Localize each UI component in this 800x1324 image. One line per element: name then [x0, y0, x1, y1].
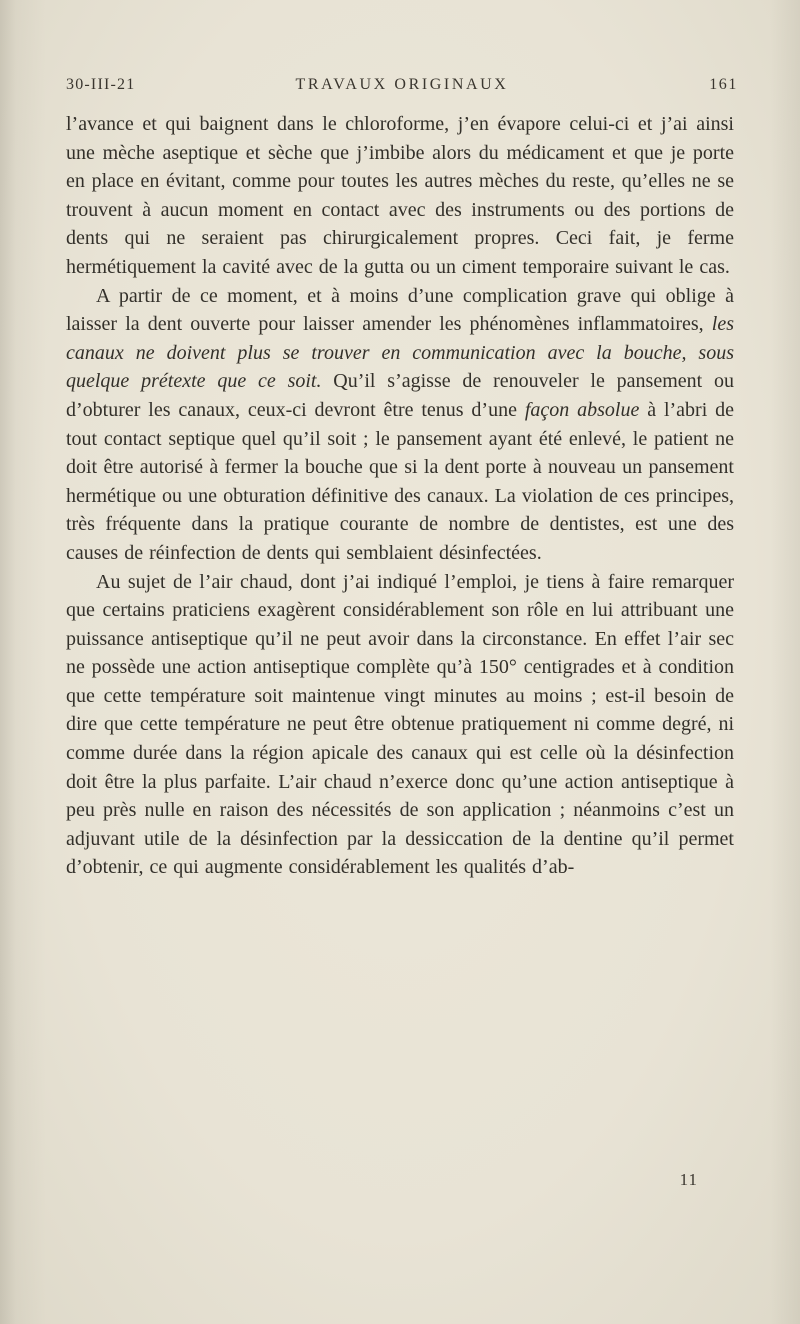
- running-title: TRAVAUX ORIGINAUX: [295, 76, 509, 93]
- paragraph: [66, 568, 734, 883]
- sheet-signature: 11: [679, 1170, 698, 1189]
- italic-phrase: les canaux ne doivent plus se trouver en communication avec la bouche, sous quelque prétexte que ce soit.: [66, 313, 734, 393]
- page-number: 161: [709, 76, 738, 93]
- paragraph: [66, 282, 734, 568]
- page-header: [66, 76, 738, 94]
- text-run: à l’abri de tout contact septique quel qu’il soit ; le pansement ayant été enlevé, le patient ne doit être autorisé à fermer la bouche que si la dent porte à nouveau un pansement hermétique ou une obturation définitive des canaux. La violation de ces principes, très fréquente dans la pratique courante de nombre de dentistes, est une des causes de réinfection de dents qui semblaient désinfectées.: [66, 398, 734, 564]
- text-run: Au sujet de l’air chaud, dont j’ai indiqué l’emploi, je tiens à faire remarquer que certains praticiens exagèrent considérablement son rôle en lui attribuant une puissance antiseptique qu’il ne peut avoir dans la circonstance. En effet l’air sec ne possède une action antiseptique complète qu’à 150° centigrades et à condition que cette température soit maintenue vingt minutes au moins ; est-il besoin de dire que cette température ne peut être obtenue pratiquement ni comme degré, ni comme durée dans la région apicale des canaux qui est celle où la désinfection doit être la plus parfaite. L’air chaud n’exerce donc qu’une action antiseptique à peu près nulle en raison des nécessités de son application ; néanmoins c’est un adjuvant utile de la désinfection par la dessiccation de la dentine qu’il permet d’obtenir, ce qui augmente considérablement les qualités d’ab-: [66, 570, 734, 879]
- paragraph: [66, 110, 734, 282]
- edition-mark: 30-III-21: [66, 76, 136, 93]
- text-run: l’avance et qui baignent dans le chloroforme, j’en évapore celui-ci et j’ai ainsi une mèche aseptique et sèche que j’imbibe alors du médicament et que je porte en place en évitant, comme pour toutes les autres mèches du reste, qu’elles ne se trouvent à aucun moment en contact avec des instruments ou des portions de dents qui ne seraient pas chirurgicalement propres. Ceci fait, je ferme hermétiquement la cavité avec de la gutta ou un ciment temporaire suivant le cas.: [66, 113, 734, 278]
- text-run: Qu’il s’agisse de renouveler le pansement ou d’obturer les canaux, ceux-ci devront être tenus d’une: [66, 370, 734, 421]
- text-run: A partir de ce moment, et à moins d’une complication grave qui oblige à laisser la dent ouverte pour laisser amender les phénomènes inflammatoires,: [66, 284, 734, 336]
- italic-phrase: façon absolue: [524, 398, 640, 421]
- text-body: [66, 110, 734, 882]
